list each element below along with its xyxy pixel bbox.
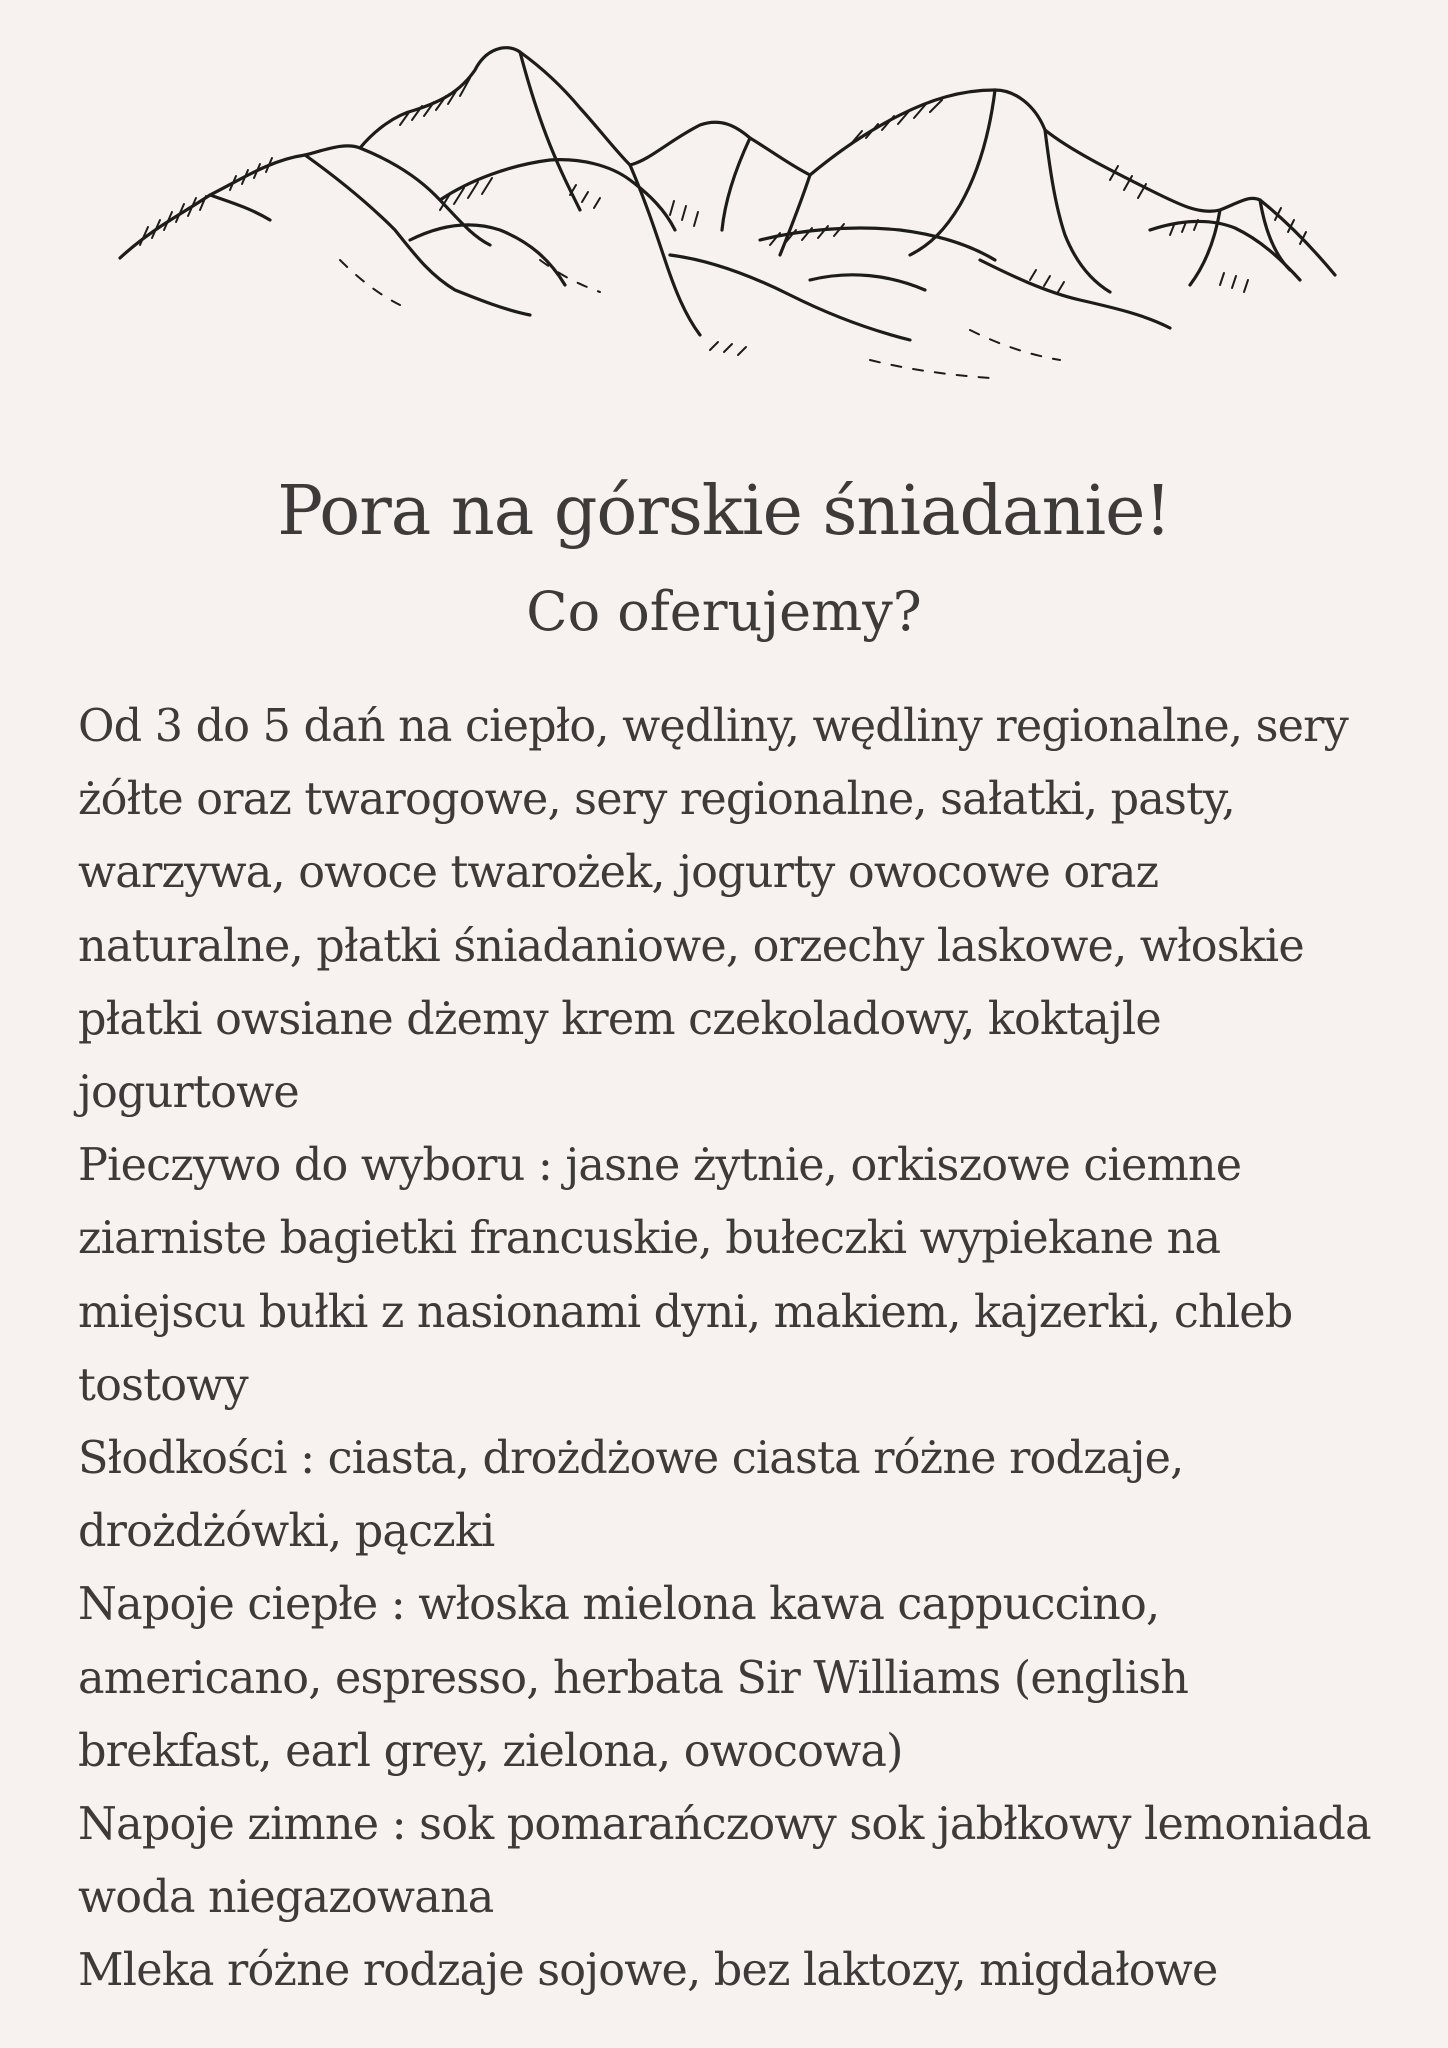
mountain-range-icon (110, 30, 1370, 410)
menu-paragraph-cold-drinks: Napoje zimne : sok pomarańczowy sok jabłkowy lemoniada woda niegazowana (78, 1799, 1371, 1924)
menu-paragraph-sweets: Słodkości : ciasta, drożdżowe ciasta różne rodzaje, drożdżówki, pączki (78, 1433, 1184, 1558)
menu-paragraph-bread: Pieczywo do wyboru : jasne żytnie, orkiszowe ciemne ziarniste bagietki francuskie, bułeczki wypiekane na miejscu bułki z nasionami dyni, makiem, kajzerki, chleb tostowy (78, 1140, 1293, 1411)
menu-paragraph-milks: Mleka różne rodzaje sojowe, bez laktozy, migdałowe (78, 1945, 1218, 1997)
page-subtitle: Co oferujemy? (526, 580, 922, 643)
menu-paragraph-hot-drinks: Napoje ciepłe : włoska mielona kawa cappuccino, americano, espresso, herbata Sir Williams (english brekfast, earl grey, zielona, owocowa) (78, 1579, 1189, 1777)
menu-description (78, 690, 1378, 2008)
page-title: Pora na górskie śniadanie! (277, 472, 1171, 551)
menu-paragraph-main-buffet: Od 3 do 5 dań na ciepło, wędliny, wędliny regionalne, sery żółte oraz twarogowe, sery regionalne, sałatki, pasty, warzywa, owoce twarożek, jogurty owocowe oraz naturalne, płatki śniadaniowe, orzechy laskowe, włoskie płatki owsiane dżemy krem czekoladowy, koktajle jogurtowe (78, 701, 1348, 1119)
